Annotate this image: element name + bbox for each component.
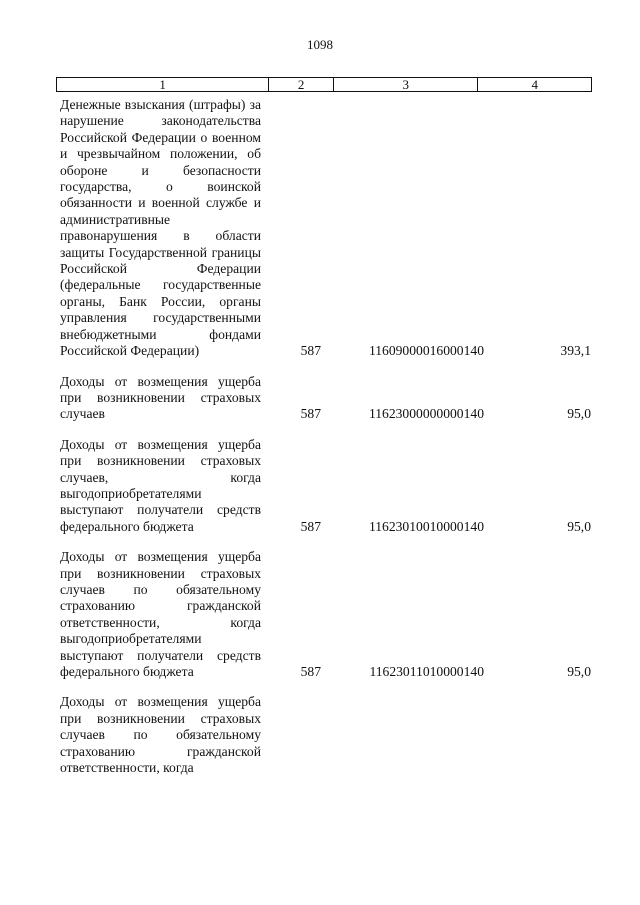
row-admin-code: 587 [300,406,321,422]
table-row [60,374,592,423]
table-row [60,694,592,776]
row-kbk-code: 11623010010000140 [368,518,484,534]
table-row [60,549,592,680]
table-row [60,437,592,535]
row-kbk-code: 11609000016000140 [368,343,484,359]
header-column-4: 4 [531,77,538,92]
row-description: Денежные взыскания (штрафы) за нарушение законодательства Российской Федерации о военном и чрезвычайном положении, об обороне и безопасности государства, о воинской обязанности и военной службе и административные правонарушения в области защиты Государственной границы Российской Федерации (федеральные государственные органы, Банк России, органы управления государственными внебюджетными фондами Российской Федерации) [60,97,261,359]
table-header [56,77,592,92]
row-amount: 95,0 [567,518,591,534]
row-description: Доходы от возмещения ущерба при возникновении страховых случаев по обязательному страхованию гражданской ответственности, когда [60,694,261,776]
header-column-2: 2 [269,78,334,91]
row-amount: 95,0 [567,406,591,422]
row-admin-code: 587 [300,343,321,359]
table-row [60,97,592,360]
row-kbk-code: 11623011010000140 [369,664,484,679]
page-number: 1098 [307,37,333,52]
row-description: Доходы от возмещения ущерба при возникновении страховых случаев [60,373,261,422]
row-amount: 393,1 [560,343,591,359]
table-body [60,97,592,776]
row-description: Доходы от возмещения ущерба при возникновении страховых случаев, когда выгодоприобретателями выступают получатели средств федерального бюджета [60,436,261,534]
row-amount: 95,0 [567,664,591,679]
row-description: Доходы от возмещения ущерба при возникновении страховых случаев по обязательному страхованию гражданской ответственности, когда выгодоприобретателями выступают получатели средств федерального бюджета [60,549,261,679]
header-column-3: 3 [334,78,478,91]
row-admin-code: 587 [300,518,321,534]
row-kbk-code: 11623000000000140 [368,406,484,422]
row-admin-code: 587 [300,664,321,679]
header-column-1: 1 [57,78,269,91]
